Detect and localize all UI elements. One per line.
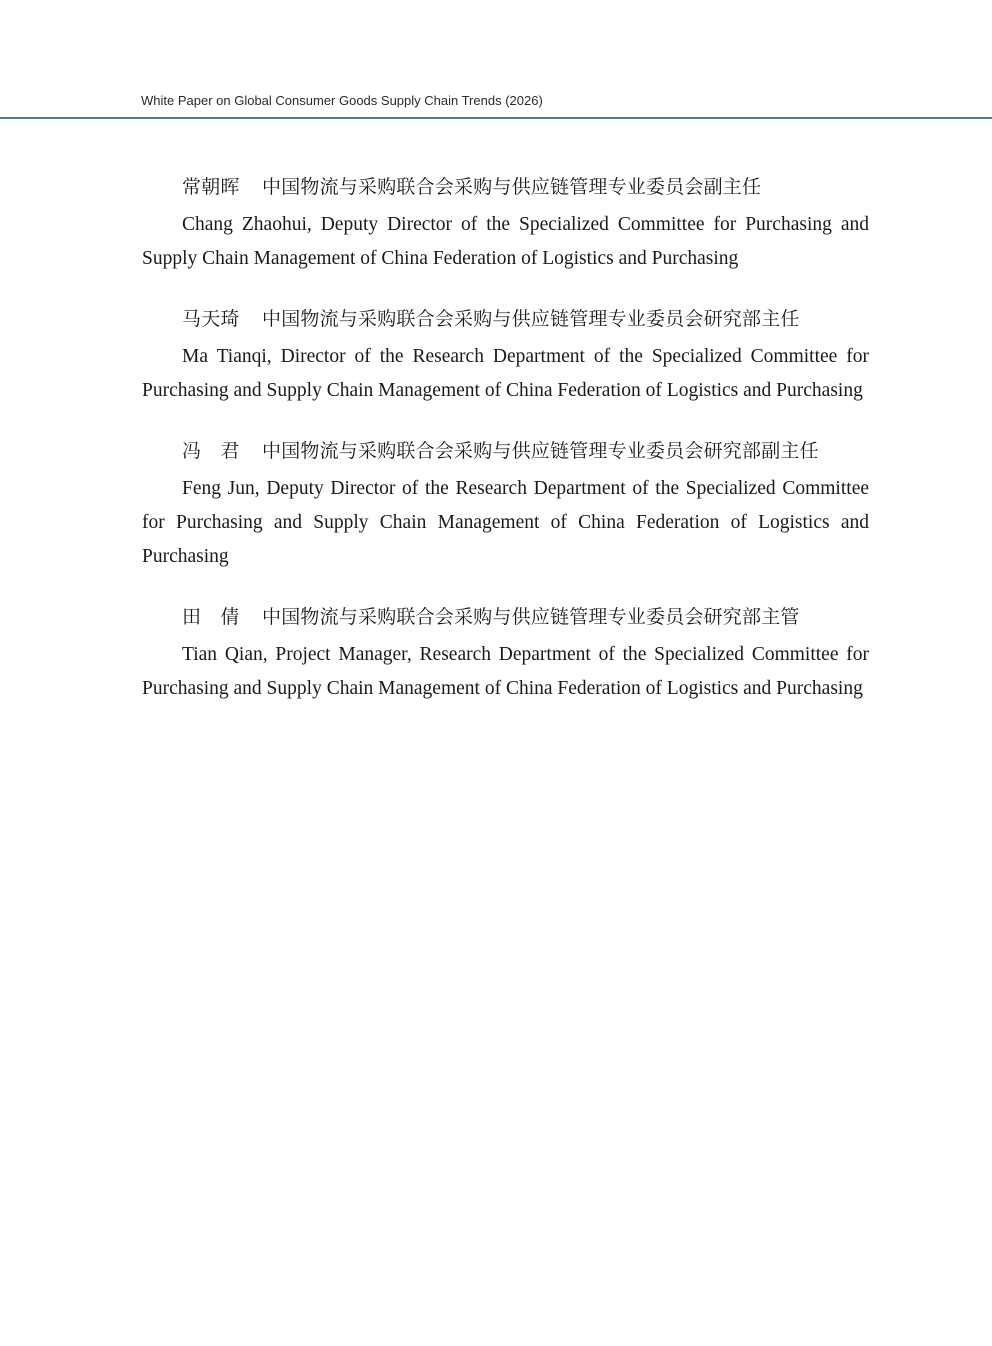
contributor-cn-line	[142, 302, 869, 336]
contributor-en-description: Tian Qian, Project Manager, Research Department of the Specialized Committee for Purchasing and Supply Chain Management of China Federation of Logistics and Purchasing	[142, 643, 869, 700]
header-divider	[0, 117, 992, 119]
contributor-cn-name: 田 倩	[182, 605, 240, 628]
contributor-entry	[142, 600, 869, 707]
contributor-cn-line	[142, 170, 869, 204]
contributor-cn-title: 中国物流与采购联合会采购与供应链管理专业委员会研究部副主任	[262, 439, 819, 462]
document-title: White Paper on Global Consumer Goods Supply Chain Trends (2026)	[141, 93, 543, 108]
contributors-list	[142, 170, 869, 732]
contributor-cn-name: 马天琦	[182, 307, 240, 330]
contributor-cn-title: 中国物流与采购联合会采购与供应链管理专业委员会研究部主管	[262, 605, 800, 628]
contributor-cn-title: 中国物流与采购联合会采购与供应链管理专业委员会副主任	[262, 176, 762, 198]
contributor-entry	[142, 434, 869, 575]
page-header	[0, 0, 992, 119]
contributor-entry	[142, 302, 869, 409]
contributor-en-description: Feng Jun, Deputy Director of the Research Department of the Specialized Committee for Purchasing and Supply Chain Management of China Federation of Logistics and Purchasing	[142, 477, 869, 568]
contributor-cn-name: 冯 君	[182, 439, 240, 462]
contributor-cn-line	[142, 600, 869, 634]
contributor-en-description: Ma Tianqi, Director of the Research Department of the Specialized Committee for Purchasing and Supply Chain Management of China Federation of Logistics and Purchasing	[142, 345, 869, 402]
contributor-en-description: Chang Zhaohui, Deputy Director of the Specialized Committee for Purchasing and Supply Chain Management of China Federation of Logistics and Purchasing	[142, 214, 869, 270]
contributor-cn-name: 常朝晖	[182, 176, 240, 198]
contributor-cn-title: 中国物流与采购联合会采购与供应链管理专业委员会研究部主任	[262, 307, 800, 330]
contributor-cn-line	[142, 434, 869, 468]
contributor-entry	[142, 170, 869, 277]
